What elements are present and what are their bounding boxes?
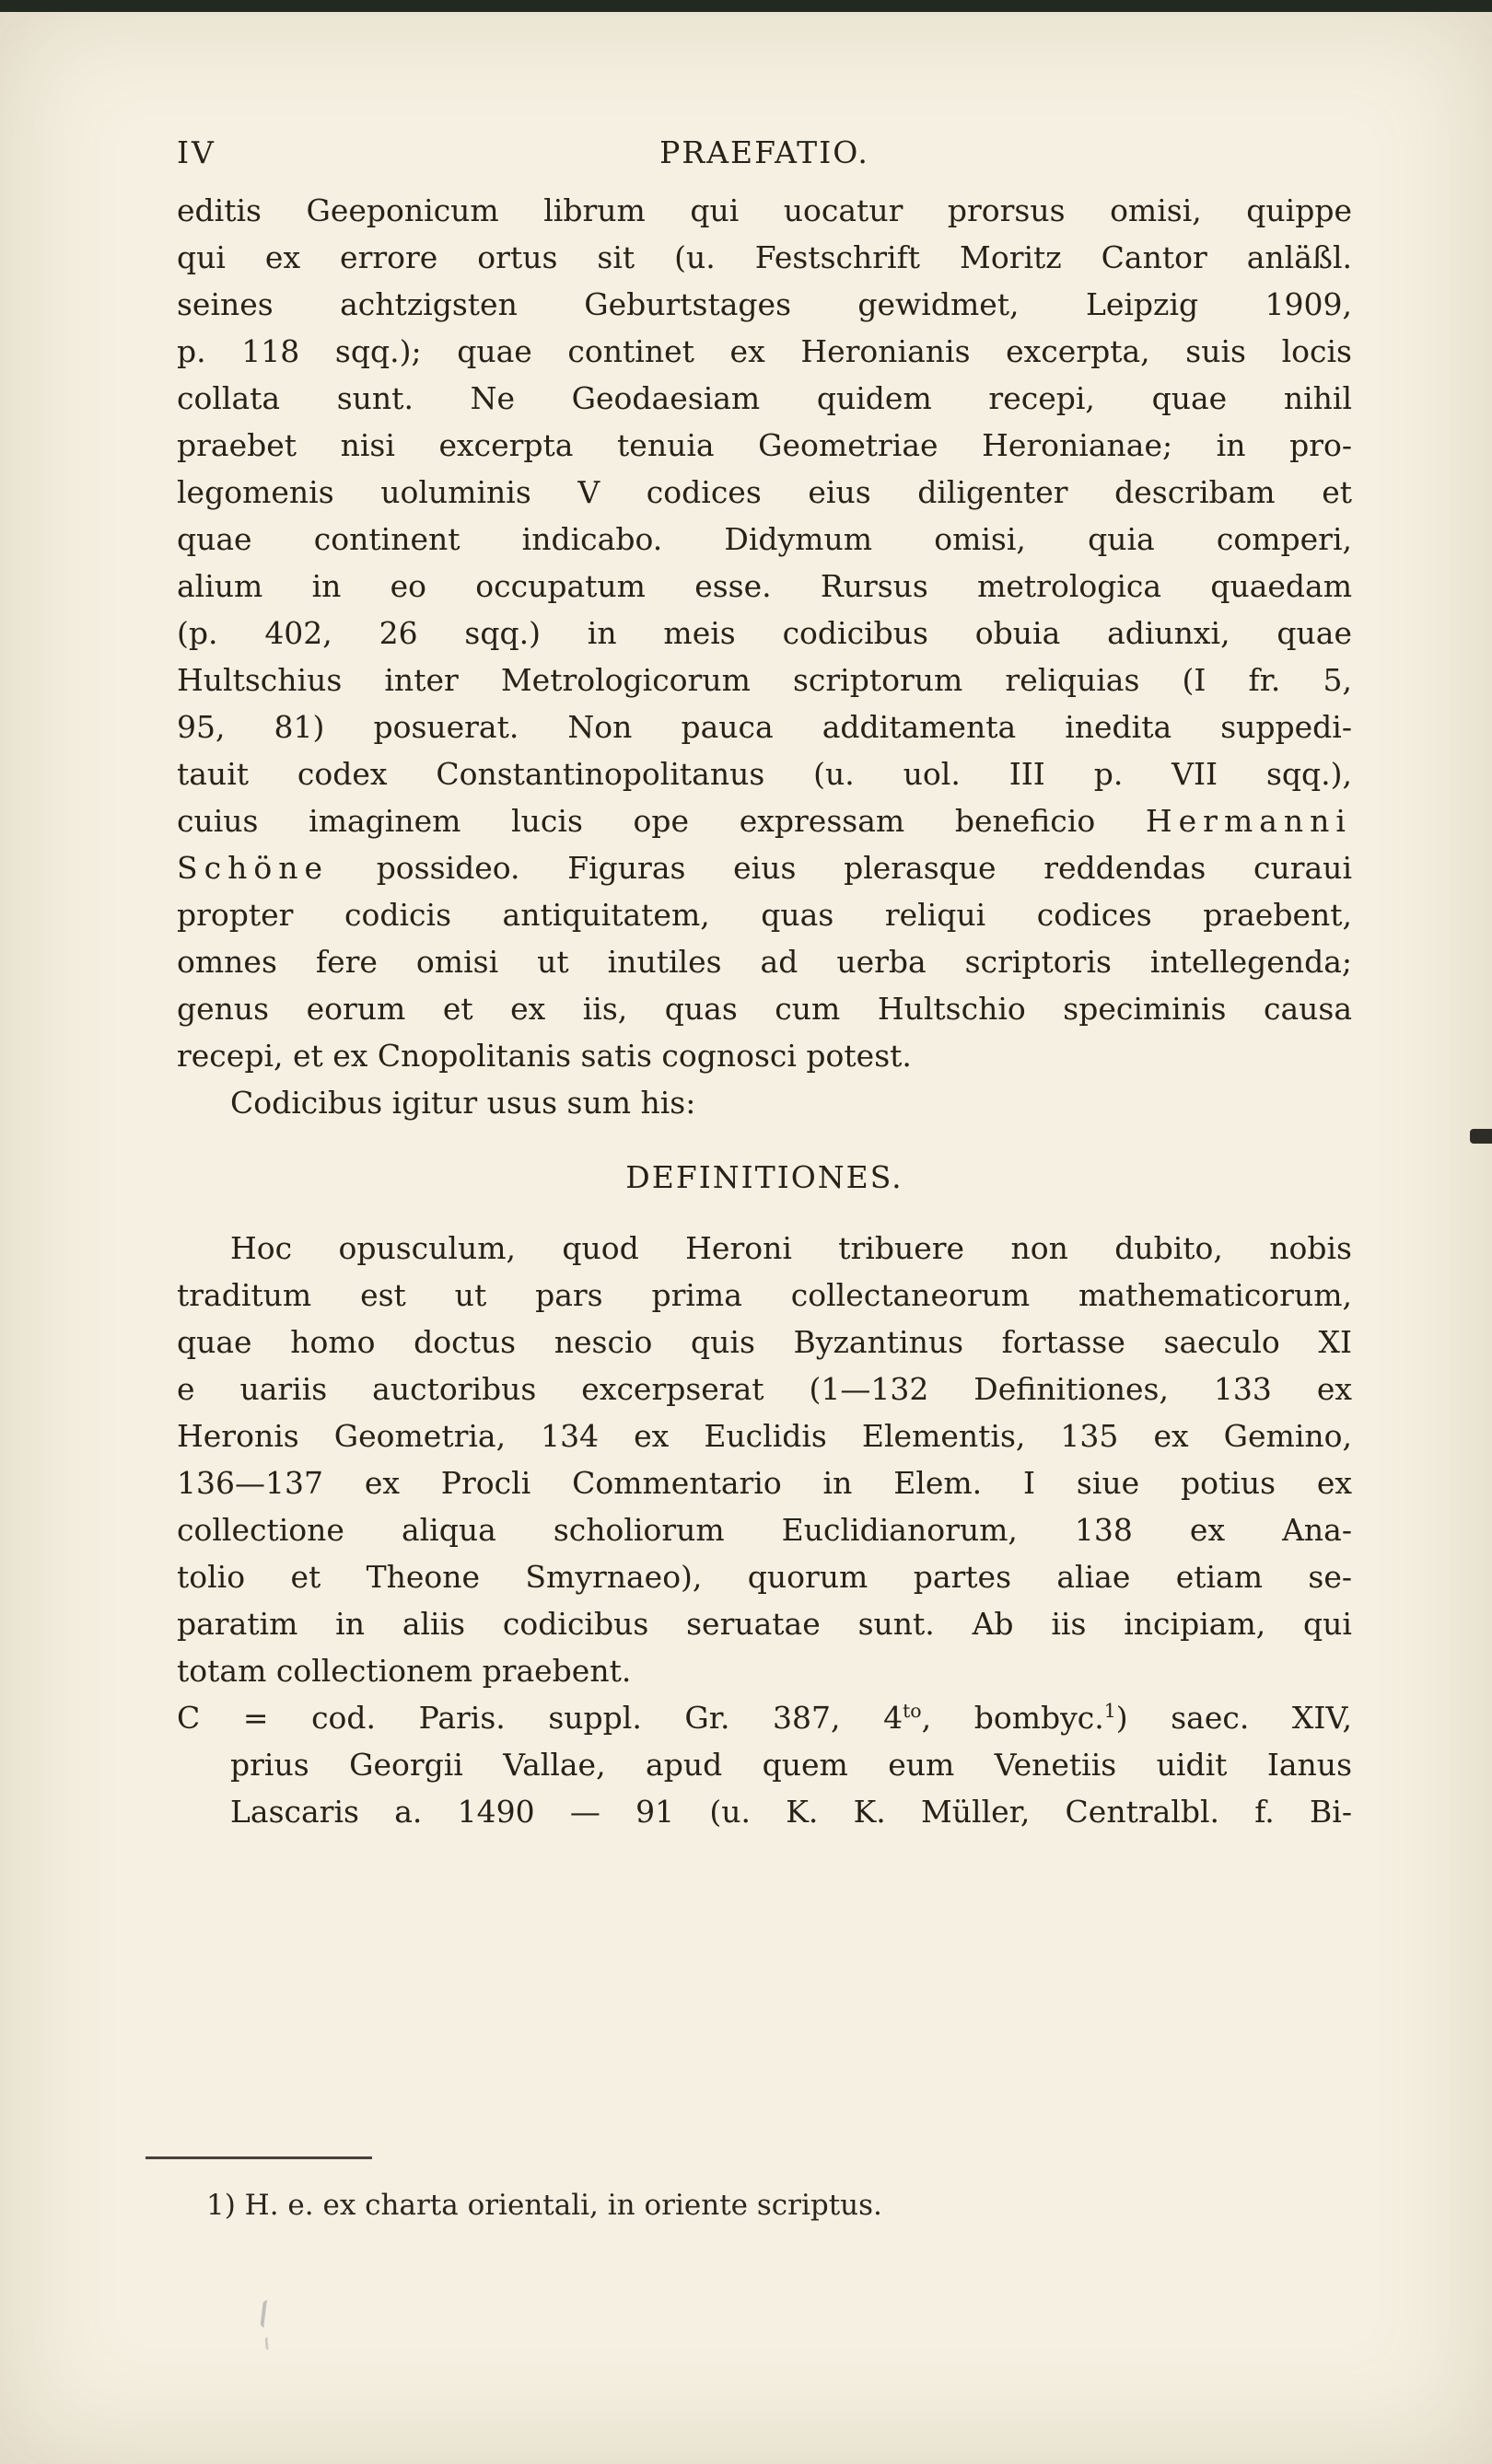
text-line: legomenis uoluminis V codices eius diligenter describam et [177,474,1352,510]
text-column [177,129,1352,1835]
text-run: , bombyc. [921,1700,1104,1736]
text-line: 136—137 ex Procli Commentario in Elem. I siue potius ex [177,1465,1352,1501]
text-line: genus eorum et ex iis, quas cum Hultschio speciminis causa [177,991,1352,1027]
text-line: seines achtzigsten Geburtstages gewidmet, Leipzig 1909, [177,286,1352,322]
text-line: propter codicis antiquitatem, quas reliqui codices praebent, [177,897,1352,933]
text-line: praebet nisi excerpta tenuia Geometriae Heronianae; in pro- [177,427,1352,463]
text-run: cuius imaginem lucis ope expressam beneficio [177,803,1096,839]
text-line: p. 118 sqq.); quae continet ex Heronianis excerpta, suis locis [177,333,1352,369]
text-line: quae continent indicabo. Didymum omisi, quia comperi, [177,521,1352,557]
text-line: alium in eo occupatum esse. Rursus metrologica quaedam [177,568,1352,604]
text-line: tauit codex Constantinopolitanus (u. uol. III p. VII sqq.), [177,756,1352,792]
text-line: collata sunt. Ne Geodaesiam quidem recepi, quae nihil [177,380,1352,416]
text-run: C = cod. Paris. suppl. Gr. 387, 4 [177,1700,903,1736]
pencil-mark [264,2337,271,2350]
text-line: prius Georgii Vallae, apud quem eum Venetiis uidit Ianus [230,1747,1352,1783]
page-header [177,129,1352,176]
codex-entry-c [177,1694,1352,1835]
text-line: recepi, et ex Cnopolitanis satis cognosci potest. [177,1038,912,1074]
text-line: e uariis auctoribus excerpserat (1—132 Definitiones, 133 ex [177,1371,1352,1407]
text-line: omnes fere omisi ut inutiles ad uerba scriptoris intellegenda; [177,944,1352,980]
text-line: editis Geeponicum librum qui uocatur prorsus omisi, quippe [177,192,1352,228]
text-line: Hoc opusculum, quod Heroni tribuere non dubito, nobis [230,1230,1352,1266]
text-run: possideo. Figuras eius plerasque reddendas curaui [376,850,1352,886]
text-line: collectione aliqua scholiorum Euclidianorum, 138 ex Ana- [177,1512,1352,1548]
text-line: qui ex errore ortus sit (u. Festschrift Moritz Cantor anläßl. [177,239,1352,275]
text-line: 95, 81) posuerat. Non pauca additamenta inedita suppedi- [177,709,1352,745]
section-heading: DEFINITIONES. [625,1159,903,1195]
text-line: quae homo doctus nescio quis Byzantinus fortasse saeculo XI [177,1324,1352,1360]
text-line [177,844,1352,891]
footnote-rule [146,2156,372,2159]
text-line: totam collectionem praebent. [177,1653,632,1689]
text-line: Heronis Geometria, 134 ex Euclidis Elementis, 135 ex Gemino, [177,1418,1352,1454]
running-title: PRAEFATIO. [659,134,869,170]
pencil-mark [260,2300,273,2329]
emphasized-name: Schöne [177,850,329,886]
scan-artifact [1470,1129,1492,1144]
text-line [177,797,1352,844]
footnote: 1) H. e. ex charta orientali, in oriente scriptus. [206,2189,882,2222]
scan-edge [0,0,1492,12]
footnote-reference: 1 [1103,1700,1116,1722]
superscript: to [903,1700,922,1722]
text-line: Lascaris a. 1490 — 91 (u. K. K. Müller, Centralbl. f. Bi- [230,1794,1352,1830]
text-line: Hultschius inter Metrologicorum scriptorum reliquias (I fr. 5, [177,662,1352,698]
page-number: IV [177,134,216,170]
paragraph-3 [177,1225,1352,1694]
emphasized-name: Hermanni [1145,803,1352,839]
text-line: (p. 402, 26 sqq.) in meis codicibus obuia adiunxi, quae [177,615,1352,651]
text-line [177,1694,1352,1741]
text-line: paratim in aliis codicibus seruatae sunt. Ab iis incipiam, qui [177,1606,1352,1642]
paragraph-2-line: Codicibus igitur usus sum his: [230,1085,696,1121]
text-run: ) saec. XIV, [1115,1700,1352,1736]
text-line: traditum est ut pars prima collectaneorum mathematicorum, [177,1277,1352,1313]
text-line: tolio et Theone Smyrnaeo), quorum partes aliae etiam se- [177,1559,1352,1595]
paragraph-1 [177,187,1352,1079]
